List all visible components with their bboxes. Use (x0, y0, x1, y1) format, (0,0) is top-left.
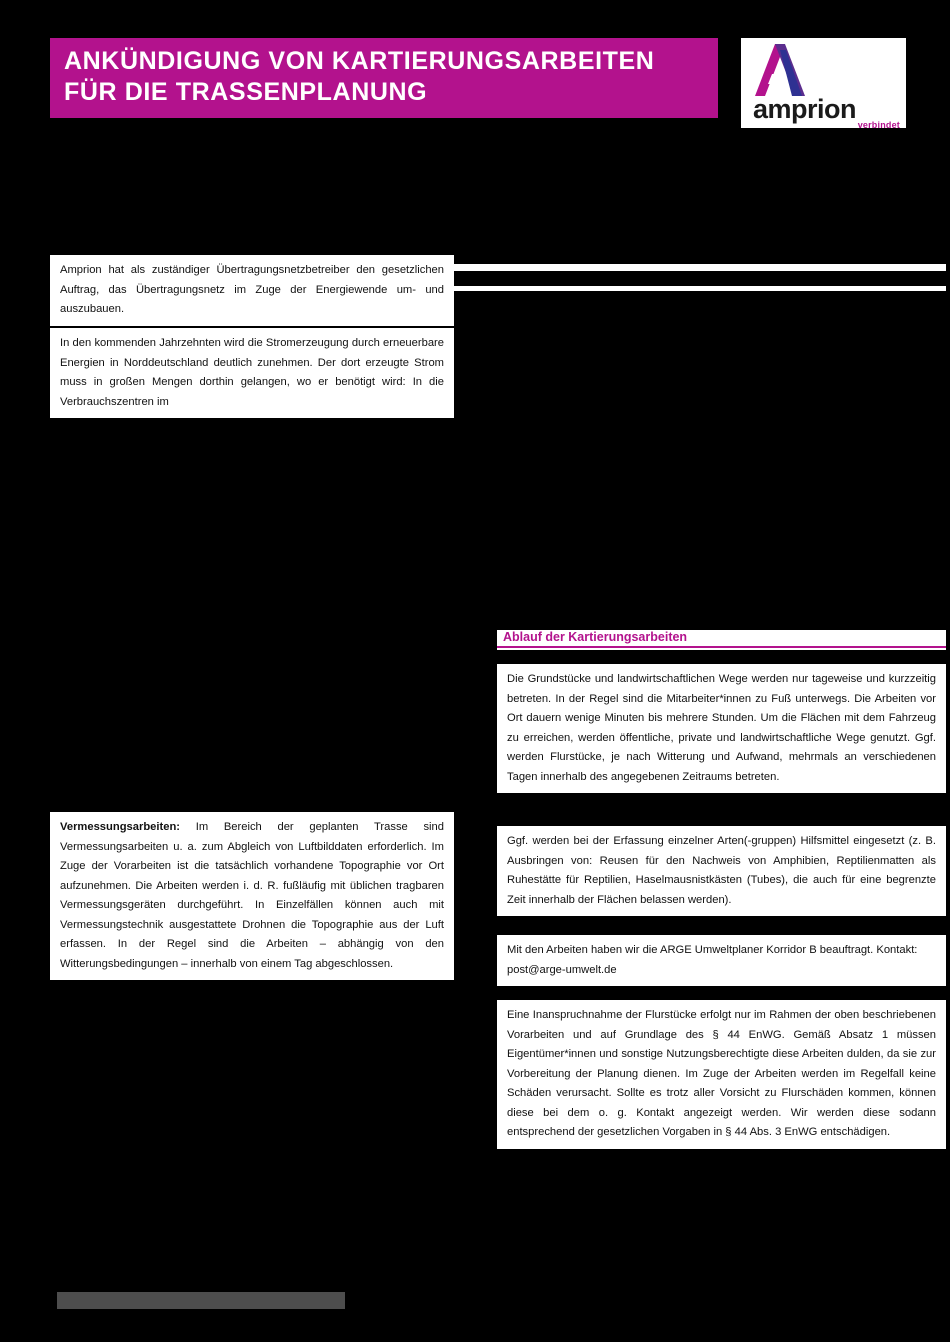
paragraph-intro-2: In den kommenden Jahrzehnten wird die Stromerzeugung durch erneuerbare Energien in Norddeutschland deutlich zunehmen. Der dort erzeugte Strom muss in großen Mengen dorthin gelangen, wo er benötigt wird: In die Verbrauchszentren im (50, 328, 454, 418)
amprion-a-mark-icon (755, 44, 817, 96)
paragraph-vermessungsarbeiten (50, 812, 454, 980)
section-title-ablauf (497, 630, 946, 650)
brand-logo (741, 38, 906, 128)
footer-bar (57, 1292, 345, 1309)
paragraph-right-4-legal: Eine Inanspruchnahme der Flurstücke erfolgt nur im Rahmen der oben beschriebenen Vorarbeiten und auf Grundlage des § 44 EnWG. Gemäß Absatz 1 müssen Eigentümer*innen und sonstige Nutzungsberechtigte diese Arbeiten dulden, da sie zur Vorbereitung der Planung dienen. Im Zuge der Arbeiten werden im Regelfall keine Schäden verursacht. Sollte es trotz aller Vorsicht zu Flurschäden kommen, können diese bei dem o. g. Kontakt angezeigt werden. Wir werden diese sodann entsprechend der gesetzlichen Vorgaben in § 44 Abs. 3 EnWG entschädigen. (497, 1000, 946, 1149)
paragraph-intro-1: Amprion hat als zuständiger Übertragungsnetzbetreiber den gesetzlichen Auftrag, das Übertragungsnetz im Zuge der Energiewende um- und auszubauen. (50, 255, 454, 326)
section-title-text: Ablauf der Kartierungsarbeiten (503, 630, 688, 644)
paper-sliver (279, 398, 454, 414)
paragraph-right-3-contact: Mit den Arbeiten haben wir die ARGE Umweltplaner Korridor B beauftragt. Kontakt: post@arge-umwelt.de (497, 935, 946, 986)
section-title-rule (497, 646, 946, 648)
brand-name: amprion (753, 94, 857, 124)
paper-sliver (454, 286, 946, 291)
brand-claim: verbindet (857, 120, 900, 128)
page-title-banner (50, 38, 718, 118)
paper-sliver (454, 264, 946, 271)
paragraph-vermessungsarbeiten-text: Im Bereich der geplanten Trasse sind Vermessungsarbeiten u. a. zum Abgleich von Luftbilddaten erforderlich. Im Zuge der Vorarbeiten ist die tatsächlich vorhandene Topographie vor Ort aufzunehmen. Die Arbeiten werden i. d. R. fußläufig mit üblichen tragbaren Vermessungsgeräten durchgeführt. In Einzelfällen können auch mit Vermessungstechnik ausgestattete Drohnen die Topographie aus der Luft erfassen. In der Regel sind die Arbeiten – abhängig von den Witterungsbedingungen – innerhalb von einem Tag abgeschlossen. (60, 821, 444, 970)
page-title-line-1: ANKÜNDIGUNG VON KARTIERUNGSARBEITEN (64, 47, 655, 75)
paragraph-vermessungsarbeiten-label: Vermessungsarbeiten: (60, 821, 181, 833)
page-title-line-2: FÜR DIE TRASSENPLANUNG (64, 78, 428, 106)
paragraph-right-1: Die Grundstücke und landwirtschaftlichen Wege werden nur tageweise und kurzzeitig betreten. In der Regel sind die Mitarbeiter*innen zu Fuß unterwegs. Die Arbeiten vor Ort dauern wenige Minuten bis mehrere Stunden. Um die Flächen mit dem Fahrzeug zu erreichen, werden öffentliche, private und landwirtschaftliche Wege genutzt. Ggf. werden Flurstücke, je nach Witterung und Aufwand, mehrmals an verschiedenen Tagen innerhalb des angegebenen Zeitraums betreten. (497, 664, 946, 793)
paragraph-right-2: Ggf. werden bei der Erfassung einzelner Arten(-gruppen) Hilfsmittel eingesetzt (z. B. Ausbringen von: Reusen für den Nachweis von Amphibien, Reptilienmatten als Ruhestätte für Reptilien, Haselmausnistkästen (Tubes), die auch für eine begrenzte Zeit innerhalb der Flächen belassen werden). (497, 826, 946, 916)
